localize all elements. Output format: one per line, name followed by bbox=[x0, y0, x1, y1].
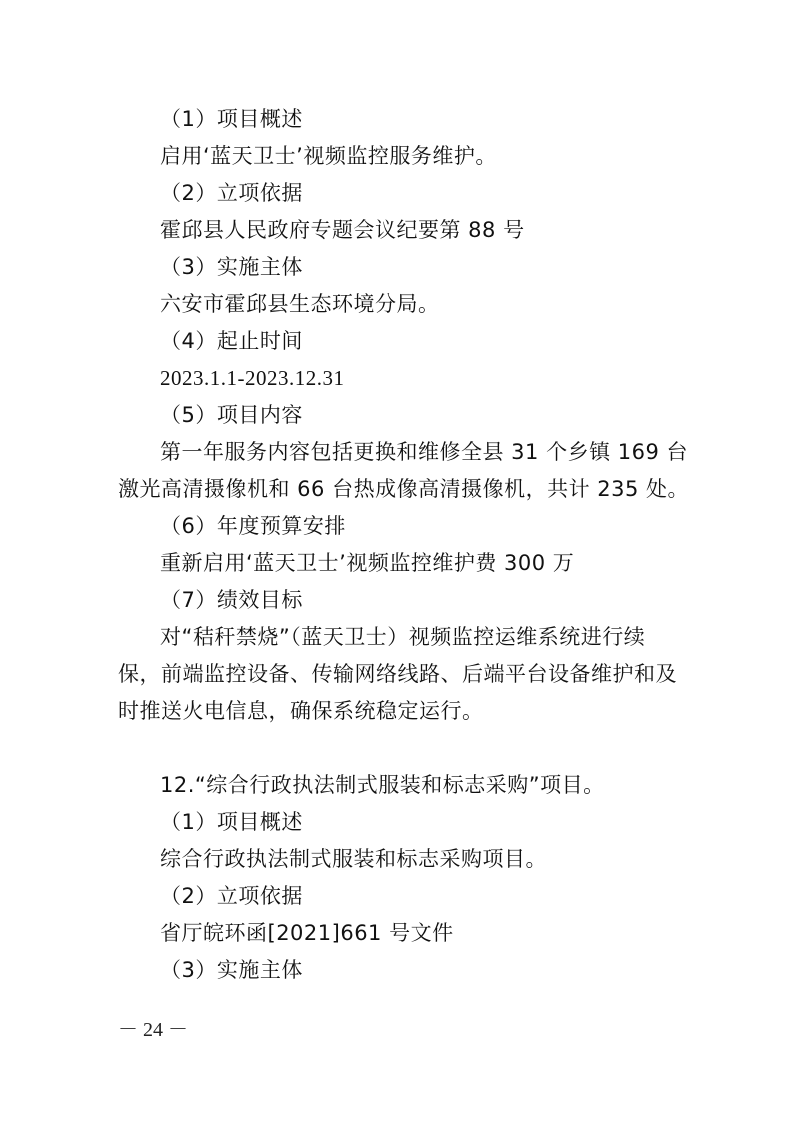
heading-project-overview-12: （1）项目概述 bbox=[160, 810, 303, 834]
heading-annual-budget: （6）年度预算安排 bbox=[160, 514, 346, 538]
text-project-basis: 霍邱县人民政府专题会议纪要第 88 号 bbox=[160, 218, 525, 242]
text-project-content-line-1: 第一年服务内容包括更换和维修全县 31 个乡镇 169 台 bbox=[160, 440, 689, 464]
text-project-overview-12: 综合行政执法制式服装和标志采购项目。 bbox=[160, 847, 547, 871]
text-project-overview: 启用‘蓝天卫士’视频监控服务维护。 bbox=[160, 144, 497, 168]
text-project-basis-12: 省厅皖环函[2021]661 号文件 bbox=[160, 921, 454, 945]
heading-project-overview: （1）项目概述 bbox=[160, 107, 303, 131]
page-number: － 24 － bbox=[118, 1019, 188, 1041]
heading-project-content: （5）项目内容 bbox=[160, 403, 303, 427]
section-heading-item-12: 12.“综合行政执法制式服装和标志采购”项目。 bbox=[160, 773, 605, 797]
heading-implementing-entity: （3）实施主体 bbox=[160, 255, 303, 279]
text-project-content-line-2: 激光高清摄像机和 66 台热成像高清摄像机，共计 235 处。 bbox=[118, 477, 690, 501]
text-annual-budget: 重新启用‘蓝天卫士’视频监控维护费 300 万 bbox=[160, 551, 575, 575]
heading-project-basis-12: （2）立项依据 bbox=[160, 884, 303, 908]
text-performance-goals-line-2: 保，前端监控设备、传输网络线路、后端平台设备维护和及 bbox=[118, 662, 677, 686]
text-implementing-entity: 六安市霍邱县生态环境分局。 bbox=[160, 292, 440, 316]
text-time-period: 2023.1.1-2023.12.31 bbox=[160, 366, 345, 390]
heading-implementing-entity-12: （3）实施主体 bbox=[160, 958, 303, 982]
text-performance-goals-line-3: 时推送火电信息，确保系统稳定运行。 bbox=[118, 699, 484, 723]
heading-project-basis: （2）立项依据 bbox=[160, 181, 303, 205]
heading-performance-goals: （7）绩效目标 bbox=[160, 588, 303, 612]
text-performance-goals-line-1: 对“秸秆禁烧”（蓝天卫士）视频监控运维系统进行续 bbox=[160, 625, 646, 649]
heading-time-period: （4）起止时间 bbox=[160, 329, 303, 353]
